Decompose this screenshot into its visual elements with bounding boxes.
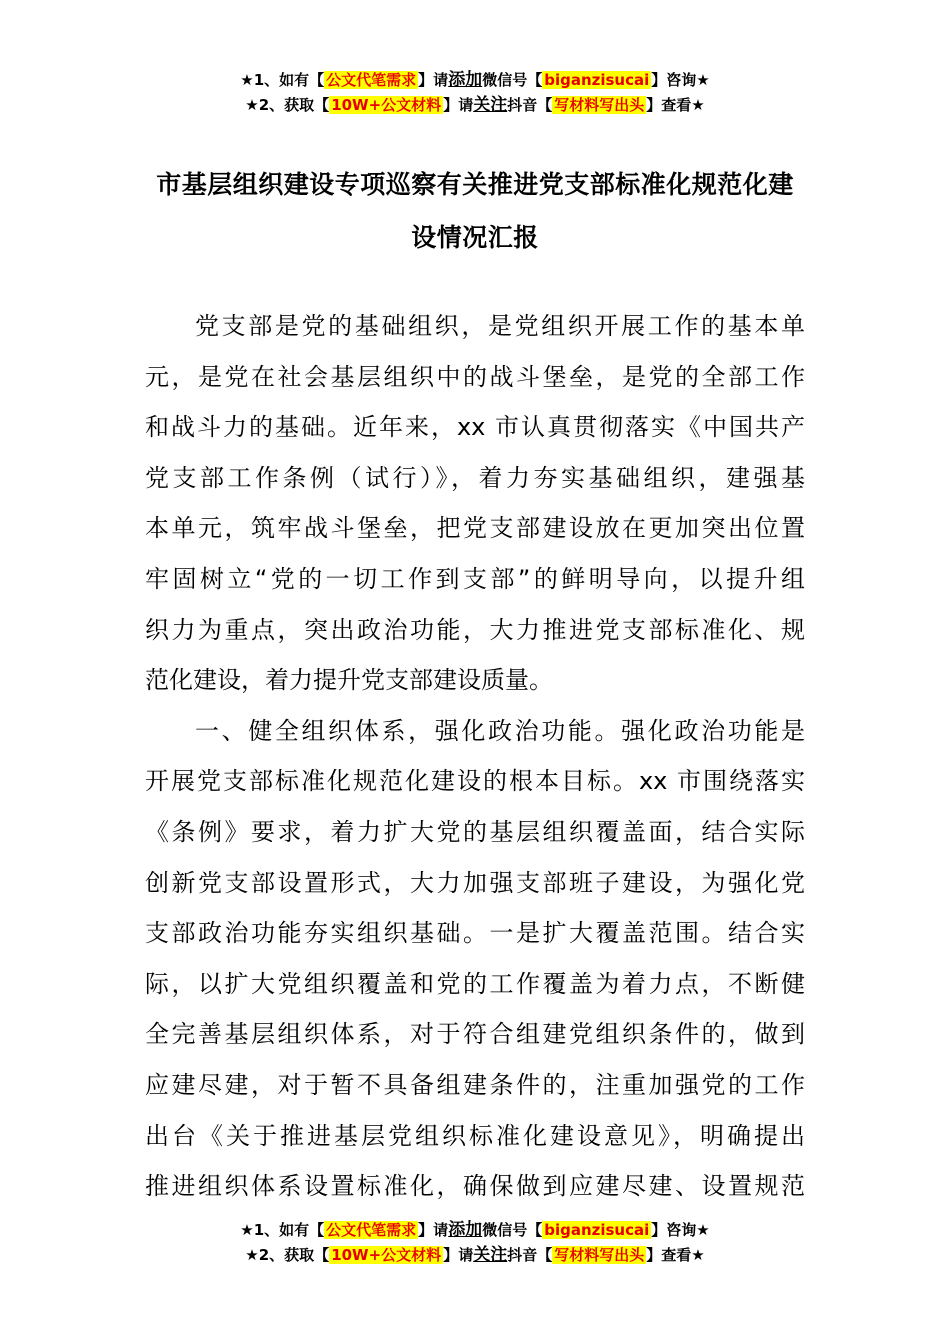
banner-emphasis: 关注 (473, 1245, 508, 1265)
body-line: 应建尽建，对于暂不具备组建条件的，注重加强党的工作 (145, 1070, 805, 1099)
banner-text: ★2、获取【 (245, 96, 330, 114)
footer-banner (0, 1218, 950, 1268)
banner-text: 】请 (418, 1221, 449, 1239)
body-line: 党支部工作条例（试行）》，着力夯实基础组织，建强基 (145, 463, 805, 492)
body-line: 范化建设，着力提升党支部建设质量。 (145, 666, 553, 695)
banner-text: ★2、获取【 (245, 1246, 330, 1264)
document-title (145, 158, 805, 264)
body-line: 牢固树立“党的一切工作到支部”的鲜明导向，以提升组 (145, 564, 805, 593)
banner-text: 微信号【 (482, 1221, 543, 1239)
highlight-service: 公文代笔需求 (326, 71, 417, 89)
banner-text: ★1、如有【 (240, 1221, 325, 1239)
body-line: 开展党支部标准化规范化建设的根本目标。xx 市围绕落实 (145, 767, 805, 796)
body-line: 和战斗力的基础。近年来，xx 市认真贯彻落实《中国共产 (145, 413, 805, 442)
banner-line-2 (0, 1243, 950, 1268)
body-line: 推进组织体系设置标准化，确保做到应建尽建、设置规范 (145, 1172, 805, 1201)
header-banner (0, 68, 950, 118)
body-line: 《条例》要求，着力扩大党的基层组织覆盖面，结合实际 (145, 817, 805, 846)
banner-emphasis: 添加 (448, 70, 483, 90)
document-body (145, 301, 805, 1212)
banner-line-2 (0, 93, 950, 118)
body-line: 织力为重点，突出政治功能，大力推进党支部标准化、规 (145, 615, 805, 644)
banner-text: ★1、如有【 (240, 71, 325, 89)
highlight-service: 公文代笔需求 (326, 1221, 417, 1239)
body-line: 创新党支部设置形式，大力加强支部班子建设，为强化党 (145, 868, 805, 897)
banner-line-1 (0, 68, 950, 93)
banner-line-1 (0, 1218, 950, 1243)
body-line: 党支部是党的基础组织，是党组织开展工作的基本单 (195, 312, 805, 340)
highlight-douyin-id: 写材料写出头 (554, 96, 645, 114)
banner-emphasis: 关注 (473, 95, 508, 115)
title-line-2: 设情况汇报 (411, 223, 539, 252)
highlight-materials: 10W+公文材料 (331, 96, 442, 114)
title-line-1: 市基层组织建设专项巡察有关推进党支部标准化规范化建 (156, 170, 794, 199)
body-line: 际，以扩大党组织覆盖和党的工作覆盖为着力点，不断健 (145, 969, 805, 998)
highlight-wechat-id: biganzisucai (544, 1221, 650, 1239)
highlight-materials: 10W+公文材料 (331, 1246, 442, 1264)
banner-text: 】请 (443, 1246, 474, 1264)
highlight-douyin-id: 写材料写出头 (554, 1246, 645, 1264)
body-line: 一、健全组织体系，强化政治功能。强化政治功能是 (195, 716, 805, 745)
body-line: 全完善基层组织体系，对于符合组建党组织条件的，做到 (145, 1020, 805, 1049)
banner-text: 】咨询★ (651, 1221, 710, 1239)
banner-text: 】咨询★ (651, 71, 710, 89)
banner-text: 抖音【 (507, 96, 553, 114)
banner-text: 】查看★ (646, 1246, 705, 1264)
banner-text: 】请 (443, 96, 474, 114)
banner-text: 】查看★ (646, 96, 705, 114)
body-line: 支部政治功能夯实组织基础。一是扩大覆盖范围。结合实 (145, 919, 805, 948)
body-line: 本单元，筑牢战斗堡垒，把党支部建设放在更加突出位置 (145, 514, 805, 543)
banner-text: 】请 (418, 71, 449, 89)
body-line: 出台《关于推进基层党组织标准化建设意见》，明确提出 (145, 1121, 805, 1150)
highlight-wechat-id: biganzisucai (544, 71, 650, 89)
body-line: 元，是党在社会基层组织中的战斗堡垒，是党的全部工作 (145, 362, 805, 391)
banner-emphasis: 添加 (448, 1220, 483, 1240)
banner-text: 抖音【 (507, 1246, 553, 1264)
banner-text: 微信号【 (482, 71, 543, 89)
